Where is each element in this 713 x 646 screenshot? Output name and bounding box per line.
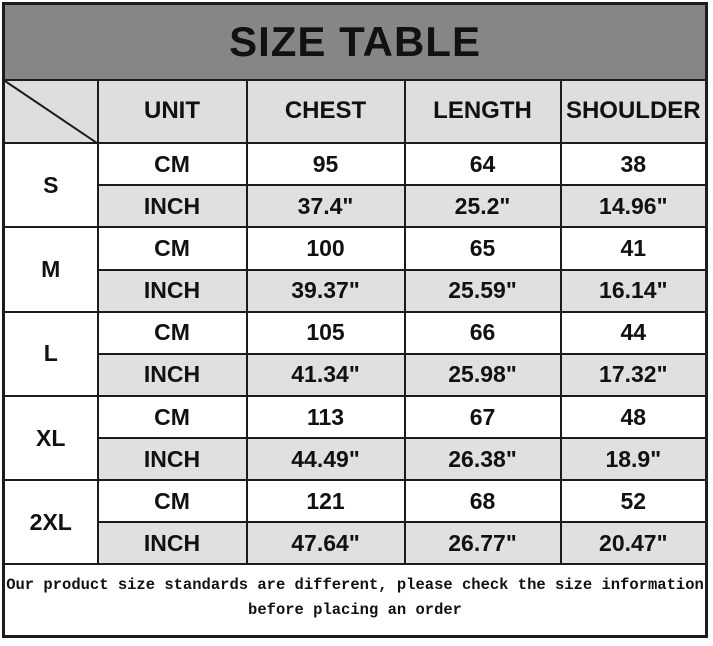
size-label-l: L bbox=[4, 312, 98, 396]
col-header-chest: CHEST bbox=[247, 80, 405, 144]
table-row-l-cm bbox=[4, 312, 707, 354]
unit-cell: CM bbox=[98, 227, 247, 269]
table-row-xl-cm bbox=[4, 396, 707, 438]
size-table bbox=[2, 2, 708, 638]
unit-cell: CM bbox=[98, 143, 247, 185]
unit-cell: INCH bbox=[98, 185, 247, 227]
length-value: 67 bbox=[405, 396, 561, 438]
unit-cell: CM bbox=[98, 396, 247, 438]
length-value: 66 bbox=[405, 312, 561, 354]
size-label-xl: XL bbox=[4, 396, 98, 480]
footer-note-line2: before placing an order bbox=[248, 600, 462, 619]
table-row-m-inch bbox=[4, 270, 707, 312]
unit-cell: INCH bbox=[98, 522, 247, 564]
chest-value: 100 bbox=[247, 227, 405, 269]
shoulder-value: 20.47" bbox=[561, 522, 707, 564]
length-value: 25.2" bbox=[405, 185, 561, 227]
chest-value: 41.34" bbox=[247, 354, 405, 396]
shoulder-value: 38 bbox=[561, 143, 707, 185]
length-value: 26.77" bbox=[405, 522, 561, 564]
size-label-m: M bbox=[4, 227, 98, 311]
table-row-xl-inch bbox=[4, 438, 707, 480]
length-value: 26.38" bbox=[405, 438, 561, 480]
col-header-shoulder: SHOULDER bbox=[561, 80, 707, 144]
chest-value: 105 bbox=[247, 312, 405, 354]
table-row-s-inch bbox=[4, 185, 707, 227]
length-value: 64 bbox=[405, 143, 561, 185]
chest-value: 121 bbox=[247, 480, 405, 522]
unit-cell: CM bbox=[98, 480, 247, 522]
col-header-unit: UNIT bbox=[98, 80, 247, 144]
table-row-s-cm bbox=[4, 143, 707, 185]
footer-note bbox=[4, 564, 707, 636]
shoulder-value: 17.32" bbox=[561, 354, 707, 396]
table-row-l-inch bbox=[4, 354, 707, 396]
chest-value: 113 bbox=[247, 396, 405, 438]
unit-cell: INCH bbox=[98, 354, 247, 396]
shoulder-value: 18.9" bbox=[561, 438, 707, 480]
shoulder-value: 16.14" bbox=[561, 270, 707, 312]
chest-value: 47.64" bbox=[247, 522, 405, 564]
diagonal-corner-cell bbox=[4, 80, 98, 144]
column-header-row bbox=[4, 80, 707, 144]
table-row-2xl-cm bbox=[4, 480, 707, 522]
shoulder-value: 48 bbox=[561, 396, 707, 438]
shoulder-value: 52 bbox=[561, 480, 707, 522]
table-row-m-cm bbox=[4, 227, 707, 269]
chest-value: 95 bbox=[247, 143, 405, 185]
chest-value: 44.49" bbox=[247, 438, 405, 480]
title-row bbox=[4, 4, 707, 80]
size-label-2xl: 2XL bbox=[4, 480, 98, 564]
size-label-s: S bbox=[4, 143, 98, 227]
length-value: 65 bbox=[405, 227, 561, 269]
length-value: 68 bbox=[405, 480, 561, 522]
shoulder-value: 14.96" bbox=[561, 185, 707, 227]
table-row-2xl-inch bbox=[4, 522, 707, 564]
page-title: SIZE TABLE bbox=[4, 4, 707, 80]
shoulder-value: 44 bbox=[561, 312, 707, 354]
diagonal-line-icon bbox=[5, 81, 97, 143]
unit-cell: CM bbox=[98, 312, 247, 354]
footer-note-row bbox=[4, 564, 707, 636]
unit-cell: INCH bbox=[98, 438, 247, 480]
unit-cell: INCH bbox=[98, 270, 247, 312]
col-header-length: LENGTH bbox=[405, 80, 561, 144]
chest-value: 37.4" bbox=[247, 185, 405, 227]
shoulder-value: 41 bbox=[561, 227, 707, 269]
footer-note-line1: Our product size standards are different, please check the size information bbox=[6, 576, 704, 595]
length-value: 25.59" bbox=[405, 270, 561, 312]
chest-value: 39.37" bbox=[247, 270, 405, 312]
length-value: 25.98" bbox=[405, 354, 561, 396]
